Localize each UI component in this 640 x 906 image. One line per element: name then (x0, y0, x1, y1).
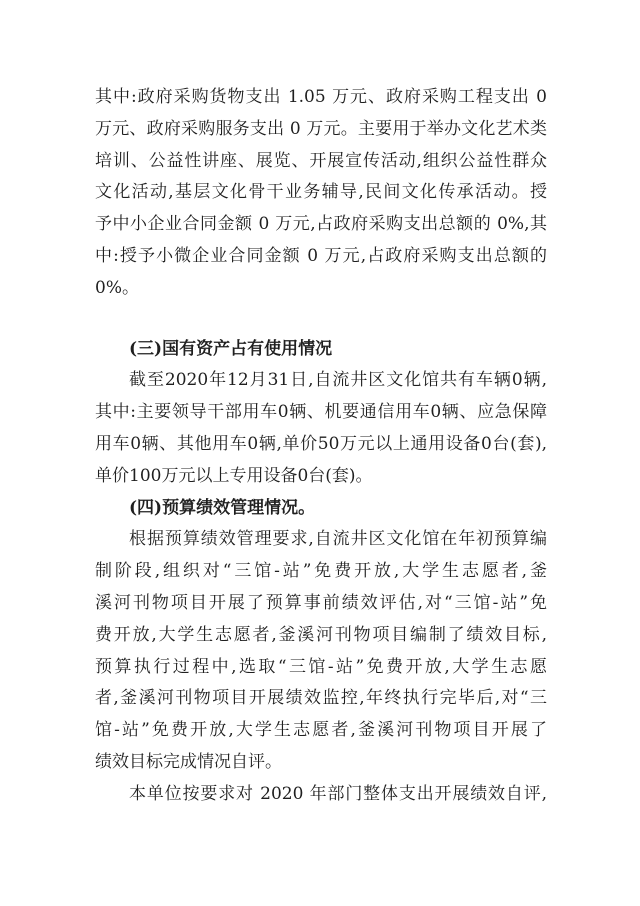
text-line: 制阶段,组织对“三馆-站”免费开放,大学生志愿者,釜 (95, 561, 547, 582)
section-heading-state-assets: (三)国有资产占有使用情况 (129, 338, 333, 359)
paragraph-self-evaluation (95, 779, 547, 811)
text-line: 绩效目标完成情况自评。 (95, 751, 282, 772)
section-heading-budget-performance: (四)预算绩效管理情况。 (129, 497, 316, 518)
text-line: 文化活动,基层文化骨干业务辅导,民间文化传承活动。授 (95, 182, 547, 203)
text-line: 预算执行过程中,选取“三馆-站”免费开放,大学生志愿 (95, 656, 547, 677)
text-line: 用车0辆、其他用车0辆,单价50万元以上通用设备0台(套), (95, 433, 547, 454)
paragraph-state-assets (95, 365, 547, 492)
text-line: 馆-站”免费开放,大学生志愿者,釜溪河刊物项目开展了 (95, 720, 547, 741)
text-line: 者,釜溪河刊物项目开展绩效监控,年终执行完毕后,对“三 (95, 688, 547, 709)
text-line: 溪河刊物项目开展了预算事前绩效评估,对“三馆-站”免 (95, 592, 547, 613)
text-line: 根据预算绩效管理要求,自流井区文化馆在年初预算编 (129, 529, 547, 550)
text-line: 予中小企业合同金额 0 万元,占政府采购支出总额的 0%,其 (95, 214, 547, 235)
text-line: 万元、政府采购服务支出 0 万元。主要用于举办文化艺术类 (95, 118, 547, 139)
text-line: 培训、公益性讲座、展览、开展宣传活动,组织公益性群众 (95, 150, 547, 171)
paragraph-budget-performance (95, 524, 547, 778)
text-line: 单价100万元以上专用设备0台(套)。 (95, 465, 373, 486)
text-line: 费开放,大学生志愿者,釜溪河刊物项目编制了绩效目标, (95, 624, 547, 645)
document-content (95, 82, 547, 811)
paragraph-government-procurement (95, 82, 547, 305)
text-line: 截至2020年12月31日,自流井区文化馆共有车辆0辆, (129, 370, 547, 391)
text-line: 本单位按要求对 2020 年部门整体支出开展绩效自评, (129, 783, 547, 804)
text-line: 其中:主要领导干部用车0辆、机要通信用车0辆、应急保障 (95, 402, 547, 423)
text-line: 中:授予小微企业合同金额 0 万元,占政府采购支出总额的 (95, 245, 547, 266)
text-line: 其中:政府采购货物支出 1.05 万元、政府采购工程支出 0 (95, 87, 547, 107)
text-line: 0%。 (95, 277, 139, 298)
